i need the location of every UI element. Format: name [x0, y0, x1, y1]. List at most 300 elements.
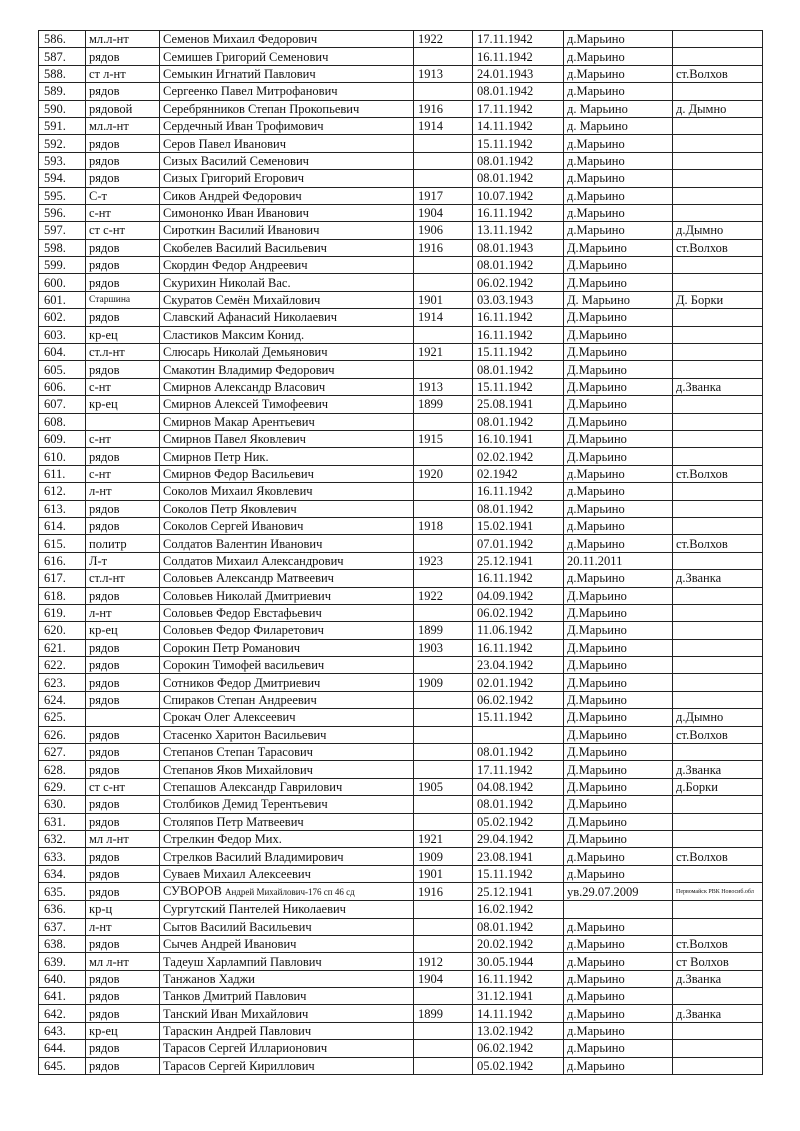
row-number-cell: 636. — [39, 901, 86, 918]
burial-place-cell: д.Марьино — [564, 970, 673, 987]
birth-year-cell: 1899 — [414, 622, 473, 639]
rank-cell: рядов — [86, 726, 160, 743]
row-number-cell: 621. — [39, 639, 86, 656]
person-name-cell: Сизых Григорий Егорович — [160, 170, 414, 187]
person-surname: СУВОРОВ — [163, 884, 222, 899]
birth-year-cell: 1921 — [414, 344, 473, 361]
rank-cell: с-нт — [86, 204, 160, 221]
person-name-cell: Степанов Степан Тарасович — [160, 744, 414, 761]
person-name-cell: Скордин Федор Андреевич — [160, 257, 414, 274]
death-date-cell: 30.05.1944 — [473, 953, 564, 970]
note-cell — [673, 257, 763, 274]
person-name-cell — [160, 883, 414, 901]
row-number-cell: 601. — [39, 291, 86, 308]
note-cell — [673, 326, 763, 343]
row-number-cell: 641. — [39, 988, 86, 1005]
table-row — [39, 291, 763, 308]
birth-year-cell — [414, 500, 473, 517]
person-name-cell: Стрелкин Федор Мих. — [160, 830, 414, 847]
rank-cell: рядов — [86, 848, 160, 865]
note-cell — [673, 396, 763, 413]
table-row — [39, 483, 763, 500]
table-row — [39, 309, 763, 326]
person-name-cell: Серов Павел Иванович — [160, 135, 414, 152]
person-name-cell: Соколов Петр Яковлевич — [160, 500, 414, 517]
row-number-cell: 627. — [39, 744, 86, 761]
table-row — [39, 691, 763, 708]
row-number-cell: 628. — [39, 761, 86, 778]
burial-place-cell: Д.Марьино — [564, 396, 673, 413]
death-date-cell: 08.01.1942 — [473, 257, 564, 274]
person-name-cell: Смирнов Петр Ник. — [160, 448, 414, 465]
note-cell — [673, 204, 763, 221]
birth-year-cell — [414, 744, 473, 761]
note-cell: д.Званка — [673, 970, 763, 987]
birth-year-cell: 1909 — [414, 848, 473, 865]
birth-year-cell — [414, 152, 473, 169]
row-number-cell: 586. — [39, 31, 86, 48]
burial-place-cell: Д.Марьино — [564, 274, 673, 291]
table-row — [39, 448, 763, 465]
birth-year-cell — [414, 274, 473, 291]
table-row — [39, 326, 763, 343]
row-number-cell: 606. — [39, 378, 86, 395]
note-cell — [673, 901, 763, 918]
person-name-cell: Суваев Михаил Алексеевич — [160, 865, 414, 882]
death-date-cell: 02.02.1942 — [473, 448, 564, 465]
person-name-cell: Смакотин Владимир Федорович — [160, 361, 414, 378]
death-date-cell: 08.01.1942 — [473, 83, 564, 100]
death-date-cell: 16.11.1942 — [473, 309, 564, 326]
death-date-cell: 17.11.1942 — [473, 100, 564, 117]
death-date-cell: 15.11.1942 — [473, 709, 564, 726]
birth-year-cell: 1904 — [414, 970, 473, 987]
table-row — [39, 65, 763, 82]
rank-cell: рядов — [86, 970, 160, 987]
note-cell — [673, 483, 763, 500]
row-number-cell: 625. — [39, 709, 86, 726]
table-row — [39, 361, 763, 378]
birth-year-cell — [414, 761, 473, 778]
rank-cell: рядов — [86, 796, 160, 813]
birth-year-cell: 1913 — [414, 65, 473, 82]
burial-place-cell: Д.Марьино — [564, 413, 673, 430]
note-cell — [673, 552, 763, 569]
row-number-cell: 589. — [39, 83, 86, 100]
note-cell — [673, 448, 763, 465]
note-cell — [673, 674, 763, 691]
rank-cell: с-нт — [86, 430, 160, 447]
birth-year-cell: 1914 — [414, 117, 473, 134]
row-number-cell: 629. — [39, 778, 86, 795]
birth-year-cell: 1922 — [414, 31, 473, 48]
death-date-cell: 05.02.1942 — [473, 1057, 564, 1074]
birth-year-cell — [414, 657, 473, 674]
note-cell — [673, 170, 763, 187]
burial-place-cell: Д.Марьино — [564, 239, 673, 256]
rank-cell — [86, 413, 160, 430]
death-date-cell: 03.03.1943 — [473, 291, 564, 308]
death-date-cell: 08.01.1942 — [473, 500, 564, 517]
birth-year-cell: 1901 — [414, 865, 473, 882]
person-name-cell: Серебрянников Степан Прокопьевич — [160, 100, 414, 117]
table-row — [39, 657, 763, 674]
burial-place-cell: Д. Марьино — [564, 291, 673, 308]
rank-cell: рядов — [86, 691, 160, 708]
birth-year-cell — [414, 483, 473, 500]
person-name-cell: Танжанов Хаджи — [160, 970, 414, 987]
burial-place-cell: д.Марьино — [564, 465, 673, 482]
death-date-cell: 11.06.1942 — [473, 622, 564, 639]
row-number-cell: 637. — [39, 918, 86, 935]
birth-year-cell — [414, 83, 473, 100]
table-row — [39, 344, 763, 361]
death-date-cell: 13.02.1942 — [473, 1022, 564, 1039]
note-cell: ст Волхов — [673, 953, 763, 970]
death-date-cell: 15.11.1942 — [473, 378, 564, 395]
person-name-cell: Танков Дмитрий Павлович — [160, 988, 414, 1005]
burial-place-cell: д.Марьино — [564, 65, 673, 82]
rank-cell: мл л-нт — [86, 953, 160, 970]
row-number-cell: 631. — [39, 813, 86, 830]
row-number-cell: 604. — [39, 344, 86, 361]
rank-cell: ст л-нт — [86, 65, 160, 82]
table-row — [39, 970, 763, 987]
note-cell — [673, 152, 763, 169]
death-date-cell: 23.08.1941 — [473, 848, 564, 865]
rank-cell: рядовой — [86, 100, 160, 117]
rank-cell: рядов — [86, 517, 160, 534]
birth-year-cell: 1901 — [414, 291, 473, 308]
birth-year-cell — [414, 935, 473, 952]
note-cell — [673, 1040, 763, 1057]
burial-place-cell: д.Марьино — [564, 152, 673, 169]
table-row — [39, 204, 763, 221]
rank-cell: рядов — [86, 883, 160, 901]
row-number-cell: 618. — [39, 587, 86, 604]
row-number-cell: 645. — [39, 1057, 86, 1074]
person-name-cell: Семыкин Игнатий Павлович — [160, 65, 414, 82]
birth-year-cell — [414, 361, 473, 378]
birth-year-cell — [414, 604, 473, 621]
burial-place-cell: д. Марьино — [564, 100, 673, 117]
table-row — [39, 378, 763, 395]
rank-cell: кр-ец — [86, 1022, 160, 1039]
birth-year-cell — [414, 1040, 473, 1057]
birth-year-cell: 1920 — [414, 465, 473, 482]
rank-cell: политр — [86, 535, 160, 552]
person-name-cell: Степашов Александр Гаврилович — [160, 778, 414, 795]
note-cell — [673, 1057, 763, 1074]
birth-year-cell — [414, 448, 473, 465]
birth-year-cell: 1921 — [414, 830, 473, 847]
person-name-cell: Сиков Андрей Федорович — [160, 187, 414, 204]
burial-place-cell: д.Марьино — [564, 1022, 673, 1039]
birth-year-cell — [414, 257, 473, 274]
row-number-cell: 608. — [39, 413, 86, 430]
burial-place-cell: Д.Марьино — [564, 587, 673, 604]
rank-cell: рядов — [86, 587, 160, 604]
death-date-cell: 16.02.1942 — [473, 901, 564, 918]
table-row — [39, 117, 763, 134]
rank-cell: Л-т — [86, 552, 160, 569]
death-date-cell: 23.04.1942 — [473, 657, 564, 674]
note-cell: ст.Волхов — [673, 848, 763, 865]
rank-cell: ст.л-нт — [86, 344, 160, 361]
person-name-cell: Скобелев Василий Васильевич — [160, 239, 414, 256]
table-row — [39, 396, 763, 413]
row-number-cell: 644. — [39, 1040, 86, 1057]
burial-place-cell: Д.Марьино — [564, 430, 673, 447]
row-number-cell: 622. — [39, 657, 86, 674]
note-cell — [673, 430, 763, 447]
death-date-cell: 06.02.1942 — [473, 1040, 564, 1057]
death-date-cell: 16.10.1941 — [473, 430, 564, 447]
person-name-cell: Столбиков Демид Терентьевич — [160, 796, 414, 813]
table-row — [39, 988, 763, 1005]
note-cell: д.Борки — [673, 778, 763, 795]
birth-year-cell — [414, 691, 473, 708]
rank-cell: рядов — [86, 448, 160, 465]
birth-year-cell: 1918 — [414, 517, 473, 534]
note-cell — [673, 622, 763, 639]
row-number-cell: 639. — [39, 953, 86, 970]
death-date-cell: 25.12.1941 — [473, 552, 564, 569]
birth-year-cell: 1922 — [414, 587, 473, 604]
death-date-cell: 14.11.1942 — [473, 117, 564, 134]
person-name-cell: Семишев Григорий Семенович — [160, 48, 414, 65]
death-date-cell: 15.02.1941 — [473, 517, 564, 534]
note-cell — [673, 744, 763, 761]
death-date-cell: 06.02.1942 — [473, 604, 564, 621]
table-row — [39, 744, 763, 761]
person-name-cell: Соловьев Федор Филаретович — [160, 622, 414, 639]
person-name-cell: Смирнов Александр Власович — [160, 378, 414, 395]
burial-place-cell: Д.Марьино — [564, 691, 673, 708]
death-date-cell: 02.01.1942 — [473, 674, 564, 691]
row-number-cell: 610. — [39, 448, 86, 465]
row-number-cell: 643. — [39, 1022, 86, 1039]
table-row — [39, 274, 763, 291]
person-name-cell: Солдатов Михаил Александрович — [160, 552, 414, 569]
birth-year-cell — [414, 326, 473, 343]
birth-year-cell: 1913 — [414, 378, 473, 395]
death-date-cell: 06.02.1942 — [473, 274, 564, 291]
burial-place-cell: д.Марьино — [564, 953, 673, 970]
table-row — [39, 222, 763, 239]
note-cell — [673, 517, 763, 534]
row-number-cell: 588. — [39, 65, 86, 82]
row-number-cell: 613. — [39, 500, 86, 517]
burial-place-cell: д.Марьино — [564, 135, 673, 152]
note-cell: д.Дымно — [673, 709, 763, 726]
birth-year-cell: 1912 — [414, 953, 473, 970]
table-row — [39, 31, 763, 48]
birth-year-cell: 1915 — [414, 430, 473, 447]
note-cell: д.Званка — [673, 378, 763, 395]
person-name-cell: Смирнов Федор Васильевич — [160, 465, 414, 482]
person-name-cell: Скуратов Семён Михайлович — [160, 291, 414, 308]
row-number-cell: 593. — [39, 152, 86, 169]
person-name-cell: Танский Иван Михайлович — [160, 1005, 414, 1022]
rank-cell: ст.л-нт — [86, 570, 160, 587]
death-date-cell: 16.11.1942 — [473, 570, 564, 587]
death-date-cell: 08.01.1942 — [473, 918, 564, 935]
rank-cell: мл.л-нт — [86, 117, 160, 134]
row-number-cell: 587. — [39, 48, 86, 65]
person-name-cell: Соколов Сергей Иванович — [160, 517, 414, 534]
table-row — [39, 100, 763, 117]
row-number-cell: 597. — [39, 222, 86, 239]
burial-place-cell: Д.Марьино — [564, 796, 673, 813]
burial-place-cell: Д.Марьино — [564, 309, 673, 326]
birth-year-cell — [414, 48, 473, 65]
table-row — [39, 778, 763, 795]
birth-year-cell — [414, 535, 473, 552]
row-number-cell: 633. — [39, 848, 86, 865]
table-row — [39, 83, 763, 100]
table-row — [39, 430, 763, 447]
death-date-cell — [473, 726, 564, 743]
row-number-cell: 607. — [39, 396, 86, 413]
rank-cell: рядов — [86, 639, 160, 656]
note-cell — [673, 587, 763, 604]
rank-cell: ст с-нт — [86, 778, 160, 795]
birth-year-cell: 1916 — [414, 100, 473, 117]
table-row — [39, 918, 763, 935]
person-name-cell: Смирнов Макар Арентьевич — [160, 413, 414, 430]
death-date-cell: 17.11.1942 — [473, 761, 564, 778]
rank-cell: мл л-нт — [86, 830, 160, 847]
burial-place-cell: д.Марьино — [564, 848, 673, 865]
row-number-cell: 638. — [39, 935, 86, 952]
table-row — [39, 1057, 763, 1074]
burial-place-cell: Д.Марьино — [564, 761, 673, 778]
row-number-cell: 596. — [39, 204, 86, 221]
rank-cell: мл.л-нт — [86, 31, 160, 48]
birth-year-cell — [414, 726, 473, 743]
note-cell: д. Дымно — [673, 100, 763, 117]
person-name-cell: Сургутский Пантелей Николаевич — [160, 901, 414, 918]
table-row — [39, 761, 763, 778]
note-cell — [673, 639, 763, 656]
rank-cell: л-нт — [86, 483, 160, 500]
birth-year-cell — [414, 170, 473, 187]
roster-page — [38, 30, 763, 1075]
birth-year-cell: 1916 — [414, 883, 473, 901]
row-number-cell: 632. — [39, 830, 86, 847]
row-number-cell: 603. — [39, 326, 86, 343]
table-row — [39, 830, 763, 847]
burial-place-cell: Д.Марьино — [564, 361, 673, 378]
row-number-cell: 642. — [39, 1005, 86, 1022]
death-date-cell: 15.11.1942 — [473, 865, 564, 882]
table-row — [39, 152, 763, 169]
table-row — [39, 570, 763, 587]
burial-place-cell: д.Марьино — [564, 1005, 673, 1022]
note-cell — [673, 48, 763, 65]
row-number-cell: 634. — [39, 865, 86, 882]
death-date-cell: 07.01.1942 — [473, 535, 564, 552]
burial-place-cell: Д.Марьино — [564, 257, 673, 274]
note-cell — [673, 31, 763, 48]
burial-place-cell: д.Марьино — [564, 204, 673, 221]
birth-year-cell: 1923 — [414, 552, 473, 569]
birth-year-cell: 1917 — [414, 187, 473, 204]
death-date-cell: 16.11.1942 — [473, 204, 564, 221]
note-cell — [673, 813, 763, 830]
person-name-cell: Слюсарь Николай Демьянович — [160, 344, 414, 361]
row-number-cell: 617. — [39, 570, 86, 587]
burial-place-cell: д. Марьино — [564, 117, 673, 134]
birth-year-cell — [414, 1022, 473, 1039]
burial-place-cell: д.Марьино — [564, 222, 673, 239]
burial-place-cell: Д.Марьино — [564, 639, 673, 656]
rank-cell: ст с-нт — [86, 222, 160, 239]
burial-place-cell: Д.Марьино — [564, 674, 673, 691]
row-number-cell: 612. — [39, 483, 86, 500]
table-row — [39, 170, 763, 187]
table-row — [39, 639, 763, 656]
burial-place-cell: Д.Марьино — [564, 709, 673, 726]
note-cell — [673, 413, 763, 430]
rank-cell: рядов — [86, 239, 160, 256]
rank-cell: кр-ц — [86, 901, 160, 918]
person-name-cell: Сотников Федор Дмитриевич — [160, 674, 414, 691]
burial-place-cell: д.Марьино — [564, 1040, 673, 1057]
death-date-cell: 08.01.1942 — [473, 361, 564, 378]
note-cell: ст.Волхов — [673, 935, 763, 952]
death-date-cell: 06.02.1942 — [473, 691, 564, 708]
burial-place-cell — [564, 901, 673, 918]
row-number-cell: 598. — [39, 239, 86, 256]
table-row — [39, 953, 763, 970]
person-name-cell: Столяпов Петр Матвеевич — [160, 813, 414, 830]
burial-place-cell: д.Марьино — [564, 918, 673, 935]
birth-year-cell: 1909 — [414, 674, 473, 691]
person-name-cell: Степанов Яков Михайлович — [160, 761, 414, 778]
person-name-cell: Стасенко Харитон Васильевич — [160, 726, 414, 743]
rank-cell: рядов — [86, 135, 160, 152]
birth-year-cell: 1916 — [414, 239, 473, 256]
burial-place-cell: д.Марьино — [564, 170, 673, 187]
row-number-cell: 635. — [39, 883, 86, 901]
person-name-cell: Соловьев Николай Дмитриевич — [160, 587, 414, 604]
rank-cell: рядов — [86, 744, 160, 761]
table-row — [39, 674, 763, 691]
death-date-cell: 08.01.1942 — [473, 170, 564, 187]
note-cell — [673, 344, 763, 361]
rank-cell: рядов — [86, 1040, 160, 1057]
burial-place-cell: д.Марьино — [564, 517, 673, 534]
row-number-cell: 590. — [39, 100, 86, 117]
death-date-cell: 08.01.1942 — [473, 413, 564, 430]
rank-cell: рядов — [86, 1057, 160, 1074]
table-row — [39, 500, 763, 517]
death-date-cell: 04.09.1942 — [473, 587, 564, 604]
person-name-cell: Славский Афанасий Николаевич — [160, 309, 414, 326]
person-name-cell: Смирнов Алексей Тимофеевич — [160, 396, 414, 413]
rank-cell: рядов — [86, 274, 160, 291]
burial-place-cell: Д.Марьино — [564, 326, 673, 343]
row-number-cell: 619. — [39, 604, 86, 621]
rank-cell: рядов — [86, 865, 160, 882]
burial-place-cell: Д.Марьино — [564, 657, 673, 674]
table-row — [39, 796, 763, 813]
note-cell: д.Дымно — [673, 222, 763, 239]
person-name-cell: Солдатов Валентин Иванович — [160, 535, 414, 552]
table-row — [39, 517, 763, 534]
